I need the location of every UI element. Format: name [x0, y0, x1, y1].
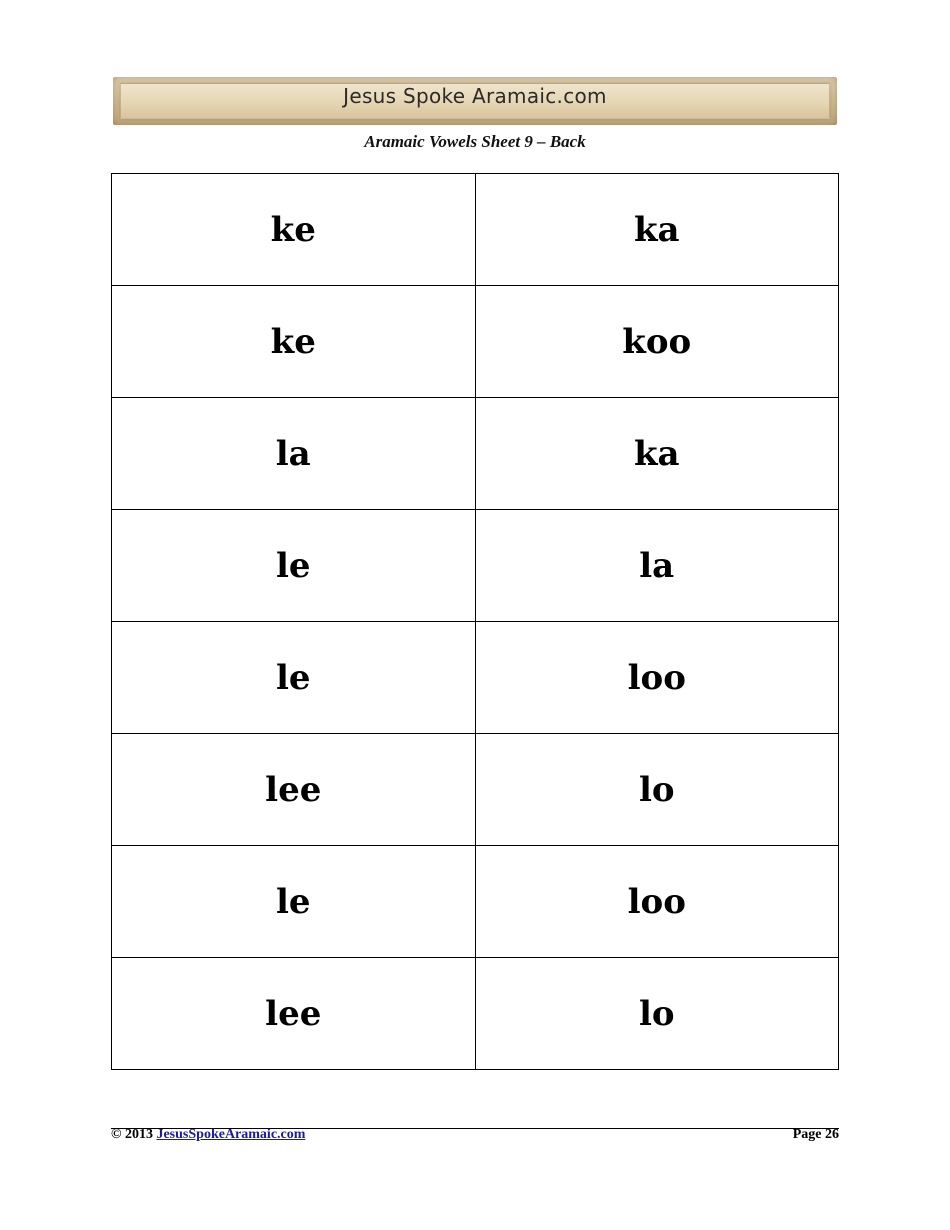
sheet-title: Aramaic Vowels Sheet 9 – Back — [364, 132, 586, 151]
flashcard-grid — [111, 173, 839, 1070]
card-right: ka — [475, 174, 839, 286]
card-right: koo — [475, 286, 839, 398]
card-row — [112, 286, 839, 398]
card-left: le — [112, 510, 476, 622]
card-left: lee — [112, 958, 476, 1070]
card-row — [112, 398, 839, 510]
card-row — [112, 174, 839, 286]
card-row — [112, 622, 839, 734]
card-row — [112, 510, 839, 622]
card-right: lo — [475, 734, 839, 846]
footer-copyright — [111, 1127, 305, 1143]
card-left: ke — [112, 174, 476, 286]
site-banner — [113, 77, 837, 125]
card-left: ke — [112, 286, 476, 398]
card-right: loo — [475, 846, 839, 958]
card-row — [112, 846, 839, 958]
card-row — [112, 958, 839, 1070]
card-left: le — [112, 846, 476, 958]
card-right: la — [475, 510, 839, 622]
card-left: la — [112, 398, 476, 510]
card-right: lo — [475, 958, 839, 1070]
card-row — [112, 734, 839, 846]
card-right: loo — [475, 622, 839, 734]
card-left: lee — [112, 734, 476, 846]
site-link[interactable]: JesusSpokeAramaic.com — [156, 1127, 306, 1142]
card-left: le — [112, 622, 476, 734]
banner-title: Jesus Spoke Aramaic.com — [343, 84, 607, 108]
copyright-text: © 2013 — [111, 1127, 153, 1142]
card-right: ka — [475, 398, 839, 510]
page-number: Page 26 — [792, 1127, 839, 1142]
